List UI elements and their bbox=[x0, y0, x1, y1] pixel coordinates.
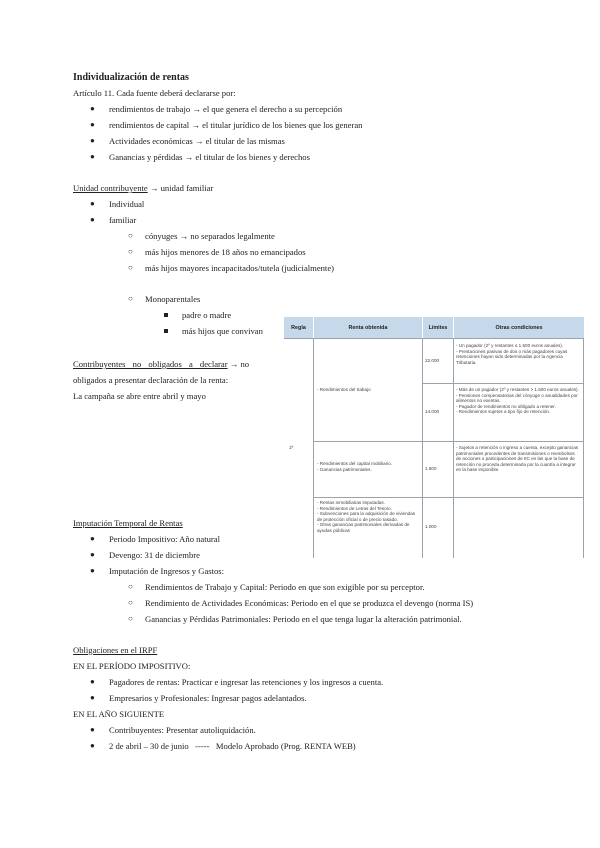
table-grid bbox=[313, 338, 314, 558]
list-item: Ganancias y Pérdidas Patrimoniales: Periodo en el que tenga lugar la alteración patrimonial. bbox=[145, 614, 462, 624]
tax-table bbox=[284, 317, 584, 558]
table-cell: - Más de un pagador (2º y restantes > 1.500 euros anuales). - Pensiones compensatorias del cónyuge o anualidades por alimentos no exentas. - Pagador de rendimientos no obligado a retener. - Rendimientos sujetos a tipo fijo de retención. bbox=[456, 387, 579, 415]
section-label: EN EL PERÍODO IMPOSITIVO: bbox=[73, 661, 191, 671]
list-item: Rendimiento de Actividades Económicas: Periodo en el que se produzca el devengo (norma IS) bbox=[145, 598, 474, 608]
page-title: Individualización de rentas bbox=[73, 72, 189, 83]
list-item: padre o madre bbox=[182, 310, 232, 320]
bullet-icon: ● bbox=[90, 199, 95, 208]
list-item: Rendimientos de Trabajo y Capital: Periodo en que son exigible por su perceptor. bbox=[145, 582, 425, 592]
unidad-label: Unidad contribuyente bbox=[73, 183, 148, 193]
no-obligados-heading bbox=[73, 359, 249, 369]
circle-bullet-icon: ○ bbox=[128, 598, 133, 607]
circle-bullet-icon: ○ bbox=[128, 263, 133, 272]
table-grid bbox=[583, 338, 584, 558]
list-item: Periodo Impositivo: Año natural bbox=[109, 534, 220, 544]
list-item: más hijos mayores incapacitados/tutela (judicialmente) bbox=[145, 263, 334, 273]
bullet-icon: ● bbox=[90, 152, 95, 161]
table-cell-regla: 1ª bbox=[289, 445, 294, 450]
table-grid bbox=[453, 338, 454, 558]
article-text: Artículo 11. Cada fuente deberá declararse por: bbox=[73, 88, 236, 98]
list-item: Ganancias y pérdidas → el titular de los bienes y derechos bbox=[109, 152, 310, 162]
table-cell: 22.000 bbox=[425, 358, 440, 363]
bullet-icon: ● bbox=[90, 677, 95, 686]
unidad-rest: → unidad familiar bbox=[147, 183, 214, 193]
table-header: Límites bbox=[423, 317, 453, 338]
table-grid bbox=[314, 441, 584, 442]
list-item: más hijos menores de 18 años no emancipados bbox=[145, 247, 306, 257]
bullet-icon: ● bbox=[90, 693, 95, 702]
table-cell: 1.000 bbox=[425, 524, 437, 529]
table-grid bbox=[422, 338, 423, 558]
list-item: Devengo: 31 de diciembre bbox=[109, 550, 200, 560]
list-item: Pagadores de rentas: Practicar e ingresar las retenciones y los ingresos a cuenta. bbox=[109, 677, 384, 687]
campaign-text: La campaña se abre entre abril y mayo bbox=[73, 391, 206, 401]
table-cell: - Rendimientos del capital mobiliario. - Ganancias patrimoniales. bbox=[317, 461, 393, 472]
table-header: Renta obtenida bbox=[314, 317, 422, 338]
table-cell: 14.000 bbox=[425, 409, 440, 414]
no-obligados-rest: → no bbox=[227, 359, 250, 369]
list-item: Contribuyentes: Presentar autoliquidación. bbox=[109, 725, 256, 735]
list-item: familiar bbox=[109, 215, 137, 225]
list-item: más hijos que convivan bbox=[182, 326, 263, 336]
list-item: Individual bbox=[109, 199, 145, 209]
bullet-icon: ● bbox=[90, 741, 95, 750]
list-item: rendimientos de capital → el titular jurídico de los bienes que los generan bbox=[109, 120, 363, 130]
table-cell: - Un pagador (2º y restantes ≤ 1.500 euros anuales). - Prestaciones pasivas de dos o más pagadores cuyas retenciones hayan sido determinadas por la Agencia Tributaria. bbox=[456, 343, 568, 365]
bullet-icon: ● bbox=[90, 534, 95, 543]
unidad-heading bbox=[73, 183, 213, 193]
circle-bullet-icon: ○ bbox=[128, 582, 133, 591]
table-header: Regla bbox=[284, 317, 313, 338]
bullet-icon: ● bbox=[90, 120, 95, 129]
list-item: 2 de abril – 30 de junio ----- Modelo Aprobado (Prog. RENTA WEB) bbox=[109, 741, 356, 751]
circle-bullet-icon: ○ bbox=[128, 614, 133, 623]
table-cell: - Sujetos a retención o ingreso a cuenta, excepto ganancias patrimoniales procedentes de transmisiones o reembolsos de acciones o participaciones de IIC en las que la base de retención no proceda determinarla por la cuantía a integrar en la base imponible. bbox=[456, 445, 579, 473]
square-bullet-icon bbox=[164, 329, 168, 333]
bullet-icon: ● bbox=[90, 566, 95, 575]
table-grid bbox=[422, 383, 584, 384]
list-item: rendimientos de trabajo → el que genera el derecho a su percepción bbox=[109, 104, 343, 114]
bullet-icon: ● bbox=[90, 215, 95, 224]
circle-bullet-icon: ○ bbox=[128, 247, 133, 256]
bullet-icon: ● bbox=[90, 104, 95, 113]
list-item: Monoparentales bbox=[145, 294, 201, 304]
list-item: Imputación de Ingresos y Gastos: bbox=[109, 566, 225, 576]
list-item: Actividades económicas → el titular de las mismas bbox=[109, 136, 285, 146]
table-cell: - Rendimientos del trabajo bbox=[317, 387, 371, 392]
no-obligados-label: Contribuyentes no obligados a declarar bbox=[73, 359, 228, 369]
circle-bullet-icon: ○ bbox=[128, 294, 133, 303]
bullet-icon: ● bbox=[90, 550, 95, 559]
table-grid bbox=[284, 338, 584, 339]
imputacion-heading: Imputación Temporal de Rentas bbox=[73, 518, 183, 528]
table-grid bbox=[314, 497, 584, 498]
table-cell: 1.600 bbox=[425, 466, 437, 471]
bullet-icon: ● bbox=[90, 136, 95, 145]
table-header: Otras condiciones bbox=[454, 317, 584, 338]
section-label: EN EL AÑO SIGUIENTE bbox=[73, 709, 165, 719]
obligaciones-heading: Obligaciones en el IRPF bbox=[73, 645, 158, 655]
bullet-icon: ● bbox=[90, 725, 95, 734]
circle-bullet-icon: ○ bbox=[128, 231, 133, 240]
list-item: cónyuges → no separados legalmente bbox=[145, 231, 275, 241]
list-item: Empresarios y Profesionales: Ingresar pagos adelantados. bbox=[109, 693, 307, 703]
square-bullet-icon bbox=[164, 313, 168, 317]
table-cell: - Rentas inmobiliarias imputadas. - Rendimientos de Letras del Tesoro. - Subvenciones para la adquisición de viviendas de protección oficial o de precio tasado. - Otras ganancias patrimoniales derivadas de ayudas públicas bbox=[317, 500, 416, 533]
no-obligados-text: obligados a presentar declaración de la renta: bbox=[73, 375, 229, 385]
